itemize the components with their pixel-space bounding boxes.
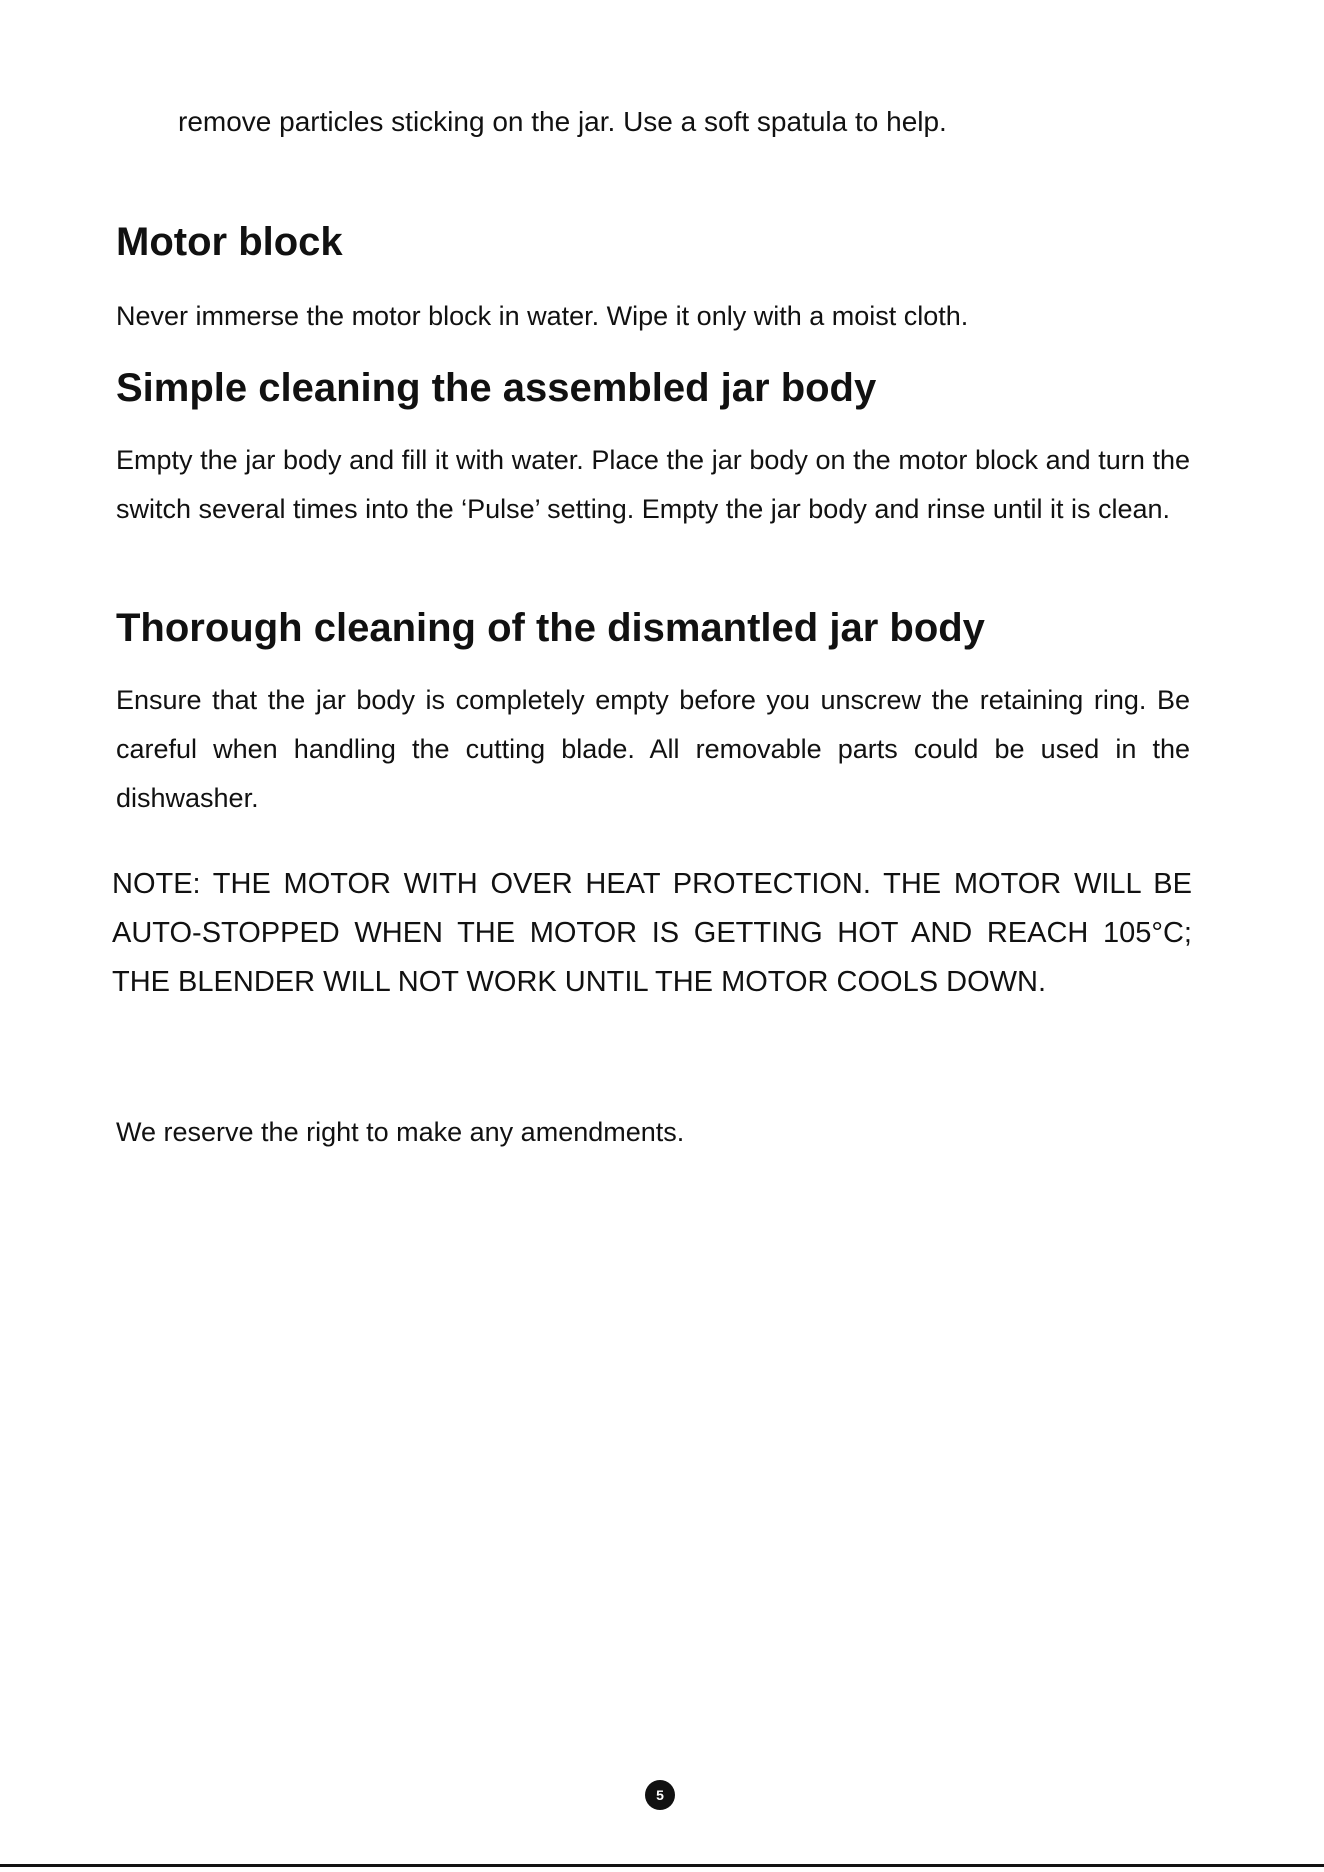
section-body-thorough-cleaning: Ensure that the jar body is completely empty before you unscrew the retaining ring. Be careful when handling the cutting blade. All removable parts could be used in the dishwasher. <box>116 685 1190 813</box>
section-body-motor-block: Never immerse the motor block in water. Wipe it only with a moist cloth. <box>116 301 969 331</box>
continuation-text: remove particles sticking on the jar. Use a soft spatula to help. <box>178 106 947 137</box>
section-heading-motor-block: Motor block <box>116 220 343 264</box>
section-heading-simple-cleaning: Simple cleaning the assembled jar body <box>116 366 877 410</box>
overheat-note: NOTE: THE MOTOR WITH OVER HEAT PROTECTION. THE MOTOR WILL BE AUTO-STOPPED WHEN THE MOTOR IS GETTING HOT AND REACH 105°C; THE BLENDER WILL NOT WORK UNTIL THE MOTOR COOLS DOWN. <box>112 868 1192 998</box>
page-number: 5 <box>645 1780 675 1810</box>
bottom-rule-divider <box>0 1864 1324 1867</box>
reserve-statement: We reserve the right to make any amendments. <box>116 1117 685 1147</box>
section-heading-thorough-cleaning: Thorough cleaning of the dismantled jar body <box>116 606 985 650</box>
section-body-simple-cleaning: Empty the jar body and fill it with water. Place the jar body on the motor block and turn the switch several times into the ‘Pulse’ setting. Empty the jar body and rinse until it is clean. <box>116 445 1190 524</box>
